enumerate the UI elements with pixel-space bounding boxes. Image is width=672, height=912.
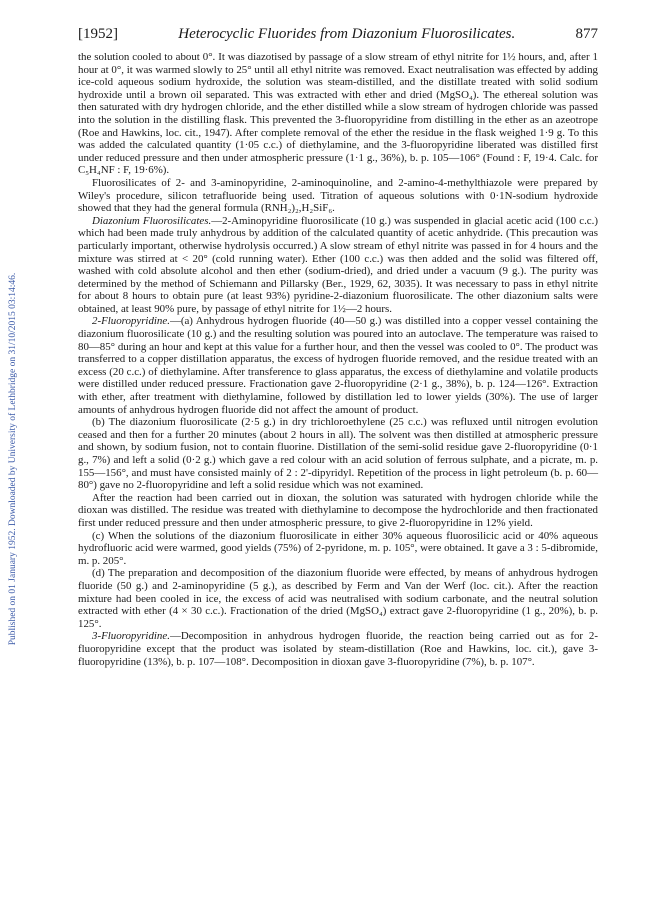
paragraph: (b) The diazonium fluorosilicate (2·5 g.) in dry trichloroethylene (25 c.c.) was refluxed until nitrogen evolution ceased and then for a further 20 minutes (about 2 hours in all). The solvent was then distilled at atmospheric pressure and shown, by sodium fusion, not to contain fluorine. Distillation of the semi-solid residue gave 2-fluoropyridine (0·1 g., 7%) and left a solid (0·2 g.) which gave a red colour with an acid solution of ferrous sulphate, and a picrate, m. p. 155—156°, and must have consisted mainly of 2 : 2'-dipyridyl. Repetition of the process in light petroleum (b. p. 60—80°) gave no 2-fluoropyridine and left a solid residue which was not examined. — [78, 416, 598, 492]
section-heading: 2-Fluoropyridine. — [92, 315, 170, 328]
paragraph: (c) When the solutions of the diazonium fluorosilicate in either 30% aqueous fluorosilicic acid or 40% aqueous hydrofluoric acid were warmed, good yields (75%) of 2-pyridone, m. p. 105°, were obtained. It gave a 3 : 5-dibromide, m. p. 205°. — [78, 529, 598, 567]
paragraph: Fluorosilicates of 2- and 3-aminopyridine, 2-aminoquinoline, and 2-amino-4-methylthiazole were prepared by Wiley's procedure, silicon tetrafluoride being used. Titration of aqueous solutions with 0·1N-sodium hydroxide showed that they had the general formula (RNH₂)₂,H₂SiF₆. — [78, 176, 598, 215]
paragraph: After the reaction had been carried out in dioxan, the solution was saturated with hydrogen chloride while the dioxan was distilled. The residue was treated with diethylamine to decompose the hydrochloride and then fractionated first under reduced pressure and then under atmospheric pressure, to give 2-fluoropyridine in 12% yield. — [78, 491, 598, 529]
section-heading: 3-Fluoropyridine. — [92, 630, 170, 643]
year: [1952] — [78, 26, 118, 42]
publication-stamp: Published on 01 January 1952. Downloaded by University of Lethbridge on 31/10/2015 03:14:46. — [8, 272, 18, 646]
paragraph: the solution cooled to about 0°. It was diazotised by passage of a slow stream of ethyl nitrite for 1½ hours, and, after 1 hour at 0°, it was warmed slowly to 25° until all ethyl nitrite was removed. Exact neutralisation was effected by adding ice-cold aqueous sodium hydroxide, the solution was steam-distilled, and the distillate treated with solid sodium hydroxide until a brown oil separated. This was extracted with ether and dried (MgSO₄). The ethereal solution was then saturated with dry hydrogen chloride, and the ether distilled while a slow stream of hydrogen chloride was passed into the solution in the distilling flask. This prevented the 3-fluoropyridine from distilling in the ether as an azeotrope (Roe and Hawkins, loc. cit., 1947). After complete removal of the ether the residue in the flask weighed 1·9 g. To this was added the calculated quantity (1·05 c.c.) of diethylamine, and the 3-fluoropyridine liberated was distilled first under reduced pressure and then under atmospheric pressure (1·1 g., 36%), b. p. 105—106° (Found : F, 19·4. Calc. for C₅H₄NF : F, 19·6%). — [78, 51, 598, 177]
running-header — [78, 26, 598, 43]
paragraph: 2-Fluoropyridine.—(a) Anhydrous hydrogen fluoride (40—50 g.) was distilled into a copper vessel containing the diazonium fluorosilicate (10 g.) and the resulting solution was poured into an autoclave. The temperature was raised to 80—85° during an hour and kept at this value for a further hour, and then the vessel was cooled to 0°. The product was transferred to a copper distillation apparatus, the excess of hydrogen fluoride removed, and the residue treated with an excess (20 c.c.) of diethylamine. After transference to glass apparatus, the excess of diethylamine and volatile products were distilled under reduced pressure. Fractionation gave 2-fluoropyridine (2·1 g., 38%), b. p. 124—126°. Extraction with ether, after treatment with diethylamine, followed by distillation led to lower yields (30%). The use of larger amounts of anhydrous hydrogen fluoride did not affect the amount of product. — [78, 315, 598, 416]
journal-page — [78, 26, 598, 668]
section-heading: Diazonium Fluorosilicates. — [92, 214, 212, 227]
paragraph: Diazonium Fluorosilicates.—2-Aminopyridine fluorosilicate (10 g.) was suspended in glacial acetic acid (100 c.c.) which had been made truly anhydrous by addition of the calculated quantity of acetic anhydride. (This precaution was particularly important, otherwise hydrolysis occurred.) A slow stream of ethyl nitrite was passed in for 4 hours and the mixture was stirred at < 20° (cold running water). Ether (100 c.c.) was then added and the solid was filtered off, washed with cold absolute alcohol and then ether (sodium-dried), and dried under a vacuum (9 g.). The purity was determined by the method of Schiemann and Pillarsky (Ber., 1929, 62, 3035). It was necessary to pass in ethyl nitrite for about 8 hours to obtain pure (at least 93%) pyridine-2-diazonium fluorosilicate. The other diazonium salts were obtained, at least 90% pure, by passage of ethyl nitrite for 1½—2 hours. — [78, 214, 598, 315]
paragraph: (d) The preparation and decomposition of the diazonium fluoride were effected, by means of anhydrous hydrogen fluoride (50 g.) and 2-aminopyridine (5 g.), as described by Ferm and Van der Werf (loc. cit.). After the reaction mixture had been cooled in ice, the excess of acid was neutralised with sodium carbonate, and the neutral solution extracted with ether (4 × 30 c.c.). Fractionation of the dried (MgSO₄) extract gave 2-fluoropyridine (1 g., 20%), b. p. 125°. — [78, 567, 598, 630]
article-body — [78, 51, 598, 668]
running-title: Heterocyclic Fluorides from Diazonium Fluorosilicates. — [178, 26, 516, 42]
page-number: 877 — [575, 26, 598, 42]
paragraph: 3-Fluoropyridine.—Decomposition in anhydrous hydrogen fluoride, the reaction being carried out as for 2-fluoropyridine except that the product was isolated by steam-distillation (Roe and Hawkins, loc. cit.), gave 3-fluoropyridine (13%), b. p. 107—108°. Decomposition in dioxan gave 3-fluoropyridine (7%), b. p. 107°. — [78, 630, 598, 668]
